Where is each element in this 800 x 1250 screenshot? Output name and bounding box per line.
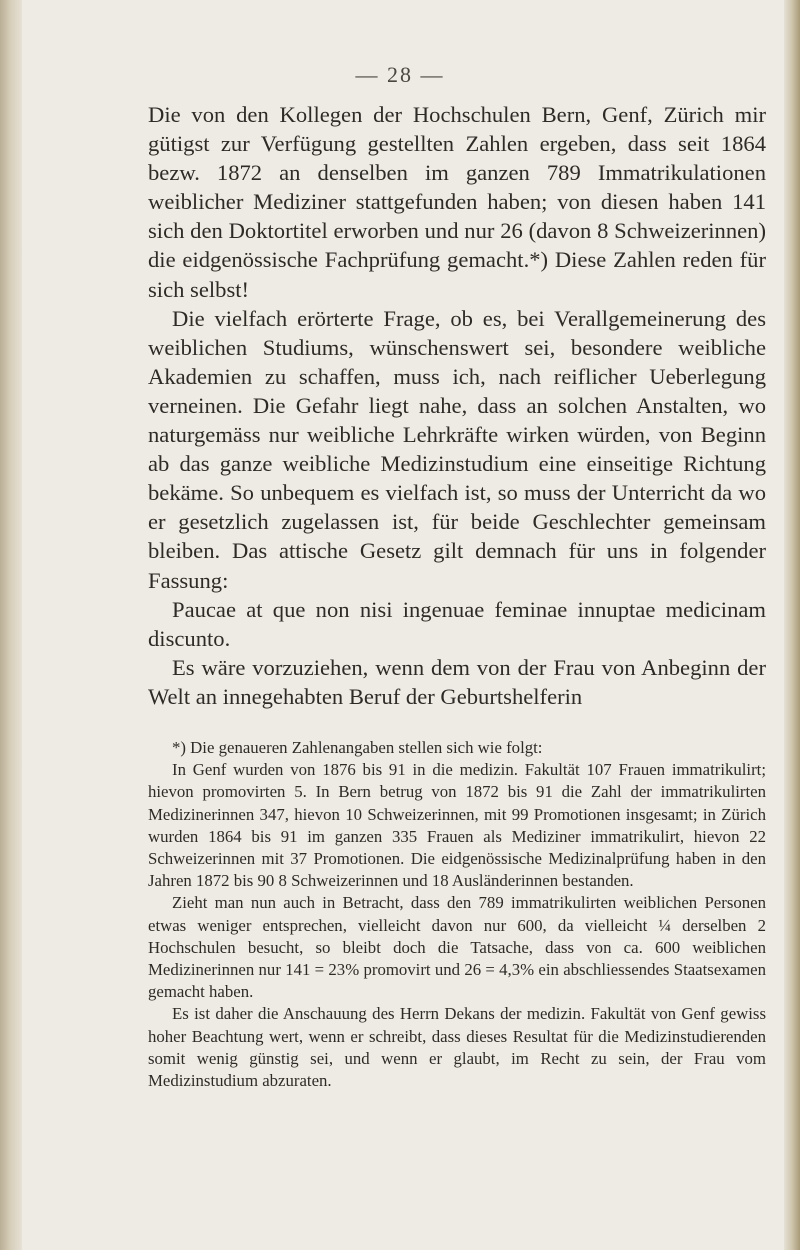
paragraph: Die vielfach erörterte Frage, ob es, bei Verallgemeinerung des weiblichen Studiums, wünschenswert sei, besondere weibliche Akademien zu schaffen, muss ich, nach reiflicher Ueberlegung verneinen. Die Gefahr liegt nahe, dass an solchen Anstalten, wo naturgemäss nur weibliche Lehrkräfte wirken würden, von Beginn ab das ganze weibliche Medizinstudium eine einseitige Richtung bekäme. So unbequem es vielfach ist, so muss der Unterricht da wo er gesetzlich zugelassen ist, für beide Geschlechter gemeinsam bleiben. Das attische Gesetz gilt demnach für uns in folgender Fassung: [148, 305, 766, 593]
book-edge-right [784, 0, 800, 1250]
footnote-paragraph: Es ist daher die Anschauung des Herrn Dekans der medizin. Fakultät von Genf gewiss hoher Beachtung wert, wenn er schreibt, dass dieses Resultat für die Medizinstudierenden somit wenig günstig sei, und wenn er glaubt, im Recht zu sein, der Frau vom Medizinstudium abzuraten. [148, 1004, 766, 1091]
footnote-heading: *) Die genaueren Zahlenangaben stellen sich wie folgt: [172, 738, 543, 757]
book-spine-left [0, 0, 22, 1250]
page-number: — 28 — [355, 62, 445, 87]
main-text [148, 100, 766, 711]
footnote-block [148, 737, 766, 1092]
paragraph: Es wäre vorzuziehen, wenn dem von der Frau von Anbeginn der Welt an innegehabten Beruf der Geburtshelferin [148, 654, 766, 709]
latin-quote: Paucae at que non nisi ingenuae feminae innuptae medicinam discunto. [148, 596, 766, 651]
paragraph: Die von den Kollegen der Hochschulen Bern, Genf, Zürich mir gütigst zur Verfügung gestellten Zahlen ergeben, dass seit 1864 bezw. 1872 an denselben im ganzen 789 Immatrikulationen weiblicher Mediziner stattgefunden haben; von diesen haben 141 sich den Doktortitel erworben und nur 26 (davon 8 Schweizerinnen) die eidgenössische Fachprüfung gemacht.*) Diese Zahlen reden für sich selbst! [148, 102, 766, 302]
footnote-paragraph: In Genf wurden von 1876 bis 91 in die medizin. Fakultät 107 Frauen immatrikulirt; hievon promovirten 5. In Bern betrug von 1872 bis 91 die Zahl der immatrikulirten Medizinerinnen 347, hievon 10 Schweizerinnen, mit 99 Promotionen insgesamt; in Zürich wurden 1864 bis 91 im ganzen 335 Frauen als Mediziner immatrikulirt, hievon 22 Schweizerinnen mit 37 Promotionen. Die eidgenössische Medizinalprüfung haben in den Jahren 1872 bis 90 8 Schweizerinnen und 18 Ausländerinnen bestanden. [148, 760, 766, 891]
footnote-paragraph: Zieht man nun auch in Betracht, dass den 789 immatrikulirten weiblichen Personen etwas weniger entsprechen, vielleicht davon nur 600, da vielleicht ¼ derselben 2 Hochschulen besucht, so bleibt doch die Tatsache, dass von ca. 600 weiblichen Medizinerinnen nur 141 = 23% promovirt und 26 = 4,3% ein abschliessendes Staatsexamen gemacht haben. [148, 893, 766, 1002]
